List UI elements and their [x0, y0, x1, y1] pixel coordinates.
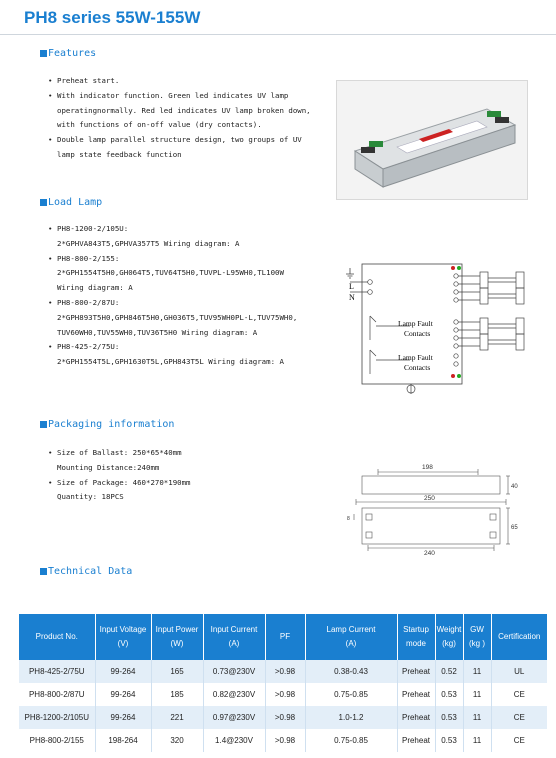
packaging-list: [46, 446, 191, 505]
col-lamp-current: Lamp Current (A): [305, 614, 397, 660]
packaging-item: • Size of Package: 460*270*190mm: [46, 476, 191, 491]
model-item: • PH8-800-2/87U:: [46, 296, 297, 311]
ballast-product-photo: [336, 80, 528, 200]
features-list: [46, 74, 311, 163]
feature-item: • Preheat start.: [46, 74, 311, 89]
col-weight: Weight (kg): [435, 614, 463, 660]
table-header-row: [19, 614, 547, 660]
col-gw: GW (kg ): [463, 614, 491, 660]
ballast-illustration: [337, 81, 527, 199]
page-title: PH8 series 55W-155W: [24, 8, 201, 27]
feature-item-cont: operatingnormally. Red led indicates UV lamp broken down,: [57, 105, 311, 115]
square-bullet-icon: [40, 50, 47, 57]
model-lamps: 2*GPHVA843T5,GPHVA357T5 Wiring diagram: A: [57, 238, 240, 248]
ground-icon: [346, 268, 354, 278]
title-divider: [0, 34, 556, 35]
table-row: PH8-800-2/87U 99-264 185 0.82@230V >0.98 0.75-0.85 Preheat 0.53 11 CE: [19, 683, 547, 706]
model-lamps: TUV60WH0,TUV55WH0,TUV36T5H0 Wiring diagram: A: [57, 327, 258, 337]
col-pf: PF: [265, 614, 305, 660]
section-features-heading: Features: [40, 48, 96, 59]
fault-contacts-2-line2: Contacts: [404, 363, 431, 372]
col-input-power: Input Power (W): [151, 614, 203, 660]
col-startup-mode: Startup mode: [397, 614, 435, 660]
fault-contacts-1-line2: Contacts: [404, 329, 431, 338]
dimension-drawing: [336, 444, 526, 556]
dim-240: 240: [424, 550, 435, 556]
model-wiring: Wiring diagram: A: [57, 283, 133, 293]
dim-8: 8: [347, 516, 350, 522]
col-product-no: Product No.: [19, 614, 95, 660]
dim-198: 198: [422, 464, 433, 471]
packaging-item-cont: Quantity: 18PCS: [57, 492, 124, 502]
packaging-item: • Size of Ballast: 250*65*40mm: [46, 446, 191, 461]
section-packaging-heading: Packaging information: [40, 419, 174, 430]
model-lamps: 2*GPH1554T5L,GPH1630T5L,GPH843T5L Wiring diagram: A: [57, 357, 284, 367]
load-lamp-list: [46, 222, 297, 370]
model-item: • PH8-800-2/155:: [46, 252, 297, 267]
feature-item-cont: with functions of on-off value (dry contacts).: [57, 120, 262, 130]
dim-40: 40: [511, 484, 518, 490]
feature-item: • With indicator function. Green led indicates UV lamp: [46, 89, 311, 104]
col-input-voltage: Input Voltage (V): [95, 614, 151, 660]
fault-contacts-2-line1: Lamp Fault: [398, 353, 433, 362]
model-item: • PH8-1200-2/105U:: [46, 222, 297, 237]
dim-65: 65: [511, 525, 518, 531]
technical-data-table: [19, 614, 547, 752]
table-row: PH8-800-2/155 198-264 320 1.4@230V >0.98 0.75-0.85 Preheat 0.53 11 CE: [19, 729, 547, 752]
table-row: PH8-425-2/75U 99-264 165 0.73@230V >0.98 0.38-0.43 Preheat 0.52 11 UL: [19, 660, 547, 683]
neutral-label: N: [349, 293, 355, 302]
model-item: • PH8-425-2/75U:: [46, 340, 297, 355]
feature-item-cont: lamp state feedback function: [57, 149, 182, 159]
col-certification: Certification: [491, 614, 547, 660]
section-load-lamp-heading: Load Lamp: [40, 197, 102, 208]
fault-contacts-1-line1: Lamp Fault: [398, 319, 433, 328]
live-label: L: [349, 282, 354, 291]
square-bullet-icon: [40, 421, 47, 428]
table-row: PH8-1200-2/105U 99-264 221 0.97@230V >0.98 1.0-1.2 Preheat 0.53 11 CE: [19, 706, 547, 729]
square-bullet-icon: [40, 568, 47, 575]
feature-item: • Double lamp parallel structure design, two groups of UV: [46, 133, 311, 148]
square-bullet-icon: [40, 199, 47, 206]
wiring-diagram: [340, 256, 530, 406]
col-input-current: Input Current (A): [203, 614, 265, 660]
model-lamps: 2*GPH893T5H0,GPH846T5H0,GH036T5,TUV95WH0PL-L,TUV75WH0,: [57, 312, 298, 322]
packaging-item-cont: Mounting Distance:240mm: [57, 462, 160, 472]
section-technical-heading: Technical Data: [40, 566, 132, 577]
dim-250: 250: [424, 495, 435, 502]
model-lamps: 2*GPH1554T5H0,GH064T5,TUV64T5H0,TUVPL-L95WH0,TL100W: [57, 268, 284, 278]
